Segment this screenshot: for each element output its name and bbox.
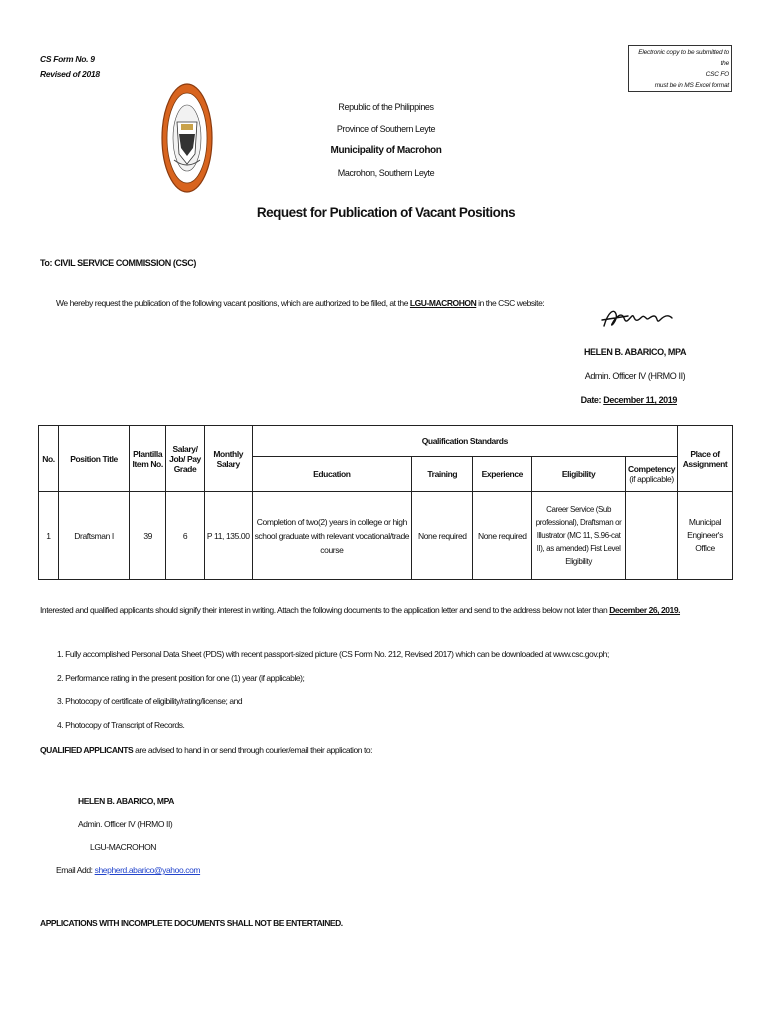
- request-prefix: We hereby request the publication of the following vacant positions, which are authorized to be filled, at the: [56, 298, 410, 308]
- signatory-position: Admin. Officer IV (HRMO II): [584, 371, 686, 381]
- header-qualification-standards: Qualification Standards: [252, 426, 677, 457]
- contact-position: Admin. Officer IV (HRMO II): [78, 819, 173, 829]
- incomplete-documents-warning: APPLICATIONS WITH INCOMPLETE DOCUMENTS SHALL NOT BE ENTERTAINED.: [40, 918, 343, 928]
- header-competency-label: Competency: [628, 464, 676, 475]
- document-title: Request for Publication of Vacant Positions: [256, 205, 516, 220]
- header-plantilla: Plantilla Item No.: [130, 426, 166, 492]
- header-training: Training: [412, 457, 473, 492]
- header-salary-grade: Salary/ Job/ Pay Grade: [166, 426, 205, 492]
- header-eligibility: Eligibility: [532, 457, 626, 492]
- municipal-seal-icon: [160, 82, 214, 194]
- addressee-line: To: CIVIL SERVICE COMMISSION (CSC): [40, 258, 196, 268]
- cell-education: Completion of two(2) years in college or high school graduate with relevant vocational/trade course: [252, 492, 412, 580]
- header-competency: [626, 457, 678, 492]
- electronic-note-line-2: CSC FO: [705, 71, 729, 78]
- list-item: 4. Photocopy of Transcript of Records.: [57, 719, 185, 730]
- instructions-deadline: December 26, 2019.: [609, 605, 681, 615]
- header-competency-note: (if applicable): [629, 474, 674, 485]
- cell-place-of-assignment: Municipal Engineer's Office: [678, 492, 733, 580]
- email-label: Email Add:: [56, 865, 95, 875]
- cell-competency: [626, 492, 678, 580]
- request-suffix: in the CSC website:: [476, 298, 545, 308]
- date-value: December 11, 2019: [603, 395, 677, 405]
- electronic-note-line-1: Electronic copy to be submitted to the: [638, 49, 729, 67]
- cell-eligibility: Career Service (Sub professional), Draftsman or Illustrator (MC 11, S.96-cat II), as amended) Fist Level Eligibility: [532, 492, 626, 580]
- table-row: [39, 492, 733, 580]
- address-line: Macrohon, Southern Leyte: [337, 168, 435, 178]
- signatory-name: HELEN B. ABARICO, MPA: [583, 347, 687, 357]
- contact-block: [56, 790, 200, 882]
- contact-name: HELEN B. ABARICO, MPA: [78, 796, 174, 806]
- list-item: 1. Fully accomplished Personal Data Sheet (PDS) with recent passport-sized picture (CS Form No. 212, Revised 2017) which can be downloaded at www.csc.gov.ph;: [57, 649, 609, 659]
- form-number-label: CS Form No. 9: [40, 54, 95, 64]
- vacancy-table: [38, 425, 733, 580]
- contact-email-line: [56, 859, 200, 882]
- instructions: [40, 605, 680, 615]
- header-education: Education: [252, 457, 412, 492]
- header-monthly-salary: Monthly Salary: [204, 426, 252, 492]
- header-position-title: Position Title: [58, 426, 129, 492]
- email-link[interactable]: shepherd.abarico@yahoo.com: [94, 865, 201, 875]
- request-agency: LGU-MACROHON: [409, 298, 477, 308]
- cell-no: 1: [39, 492, 59, 580]
- requirements-list: [57, 643, 609, 737]
- form-revision-label: Revised of 2018: [40, 69, 100, 79]
- office-header: [300, 96, 472, 184]
- date-label: Date:: [580, 395, 602, 405]
- qualified-applicants-text: are advised to hand in or send through courier/email their application to:: [133, 745, 373, 755]
- republic-line: Republic of the Philippines: [338, 102, 434, 112]
- cell-plantilla: 39: [130, 492, 166, 580]
- qualified-applicants-note: [40, 745, 372, 755]
- list-item: 2. Performance rating in the present position for one (1) year (if applicable);: [57, 672, 305, 683]
- province-line: Province of Southern Leyte: [336, 124, 436, 134]
- cell-experience: None required: [473, 492, 532, 580]
- cell-position-title: Draftsman I: [58, 492, 129, 580]
- header-no: No.: [39, 426, 59, 492]
- contact-office: LGU-MACROHON: [90, 842, 157, 852]
- signatory-block: [560, 340, 710, 388]
- signature-icon: [598, 302, 680, 336]
- cell-salary: P 11, 135.00: [204, 492, 252, 580]
- cell-grade: 6: [166, 492, 205, 580]
- list-item: 3. Photocopy of certificate of eligibility/rating/license; and: [57, 696, 243, 706]
- municipality-line: Municipality of Macrohon: [330, 145, 442, 156]
- cell-training: None required: [412, 492, 473, 580]
- electronic-copy-note: [628, 45, 732, 92]
- request-statement: [56, 298, 544, 308]
- form-number: [40, 52, 100, 82]
- header-place-of-assignment: Place of Assignment: [678, 426, 733, 492]
- electronic-note-line-3: must be in MS Excel format: [654, 82, 729, 89]
- request-date: [560, 395, 710, 405]
- qualified-applicants-label: QUALIFIED APPLICANTS: [40, 745, 134, 755]
- header-experience: Experience: [473, 457, 532, 492]
- instructions-text: Interested and qualified applicants should signify their interest in writing. Attach the following documents to the application letter and send to the address below not later than: [40, 605, 610, 615]
